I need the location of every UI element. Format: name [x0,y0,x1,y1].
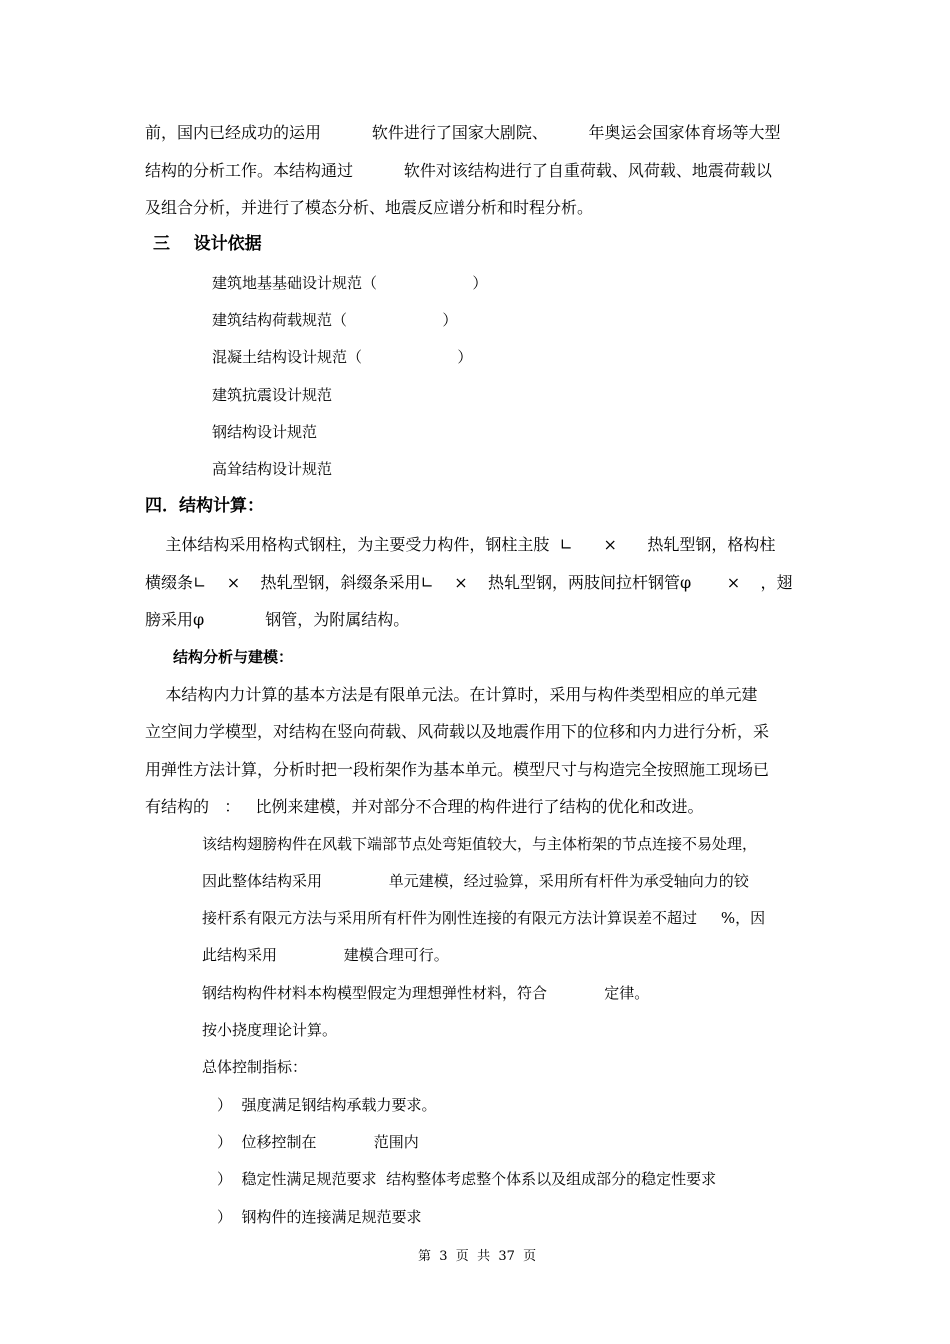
list-item: 建筑结构荷载规范（ ） [212,311,458,329]
list-item: 混凝土结构设计规范（ ） [212,348,473,366]
body-text-line: 总体控制指标： [202,1058,308,1076]
indicator-item: ） 强度满足钢结构承载力要求。 [217,1096,437,1114]
indicator-item: ） 位移控制在 范围内 [217,1133,419,1151]
body-text-line: 接杆系有限元方法与采用所有杆件为刚性连接的有限元方法计算误差不超过 %，因 [202,909,766,927]
list-item: 建筑抗震设计规范 [212,386,333,404]
page-footer: 第 3 页 共 37 页 [418,1249,537,1264]
body-text-line: 按小挠度理论计算。 [202,1021,338,1039]
body-text-line: 结构的分析工作。本结构通过 软件对该结构进行了自重荷载、风荷载、地震荷载以 [145,161,772,180]
body-text-line: 本结构内力计算的基本方法是有限单元法。在计算时，采用与构件类型相应的单元建 [145,685,758,704]
indicator-item: ） 钢构件的连接满足规范要求 [217,1208,422,1226]
list-item: 建筑地基基础设计规范（ ） [212,274,488,292]
subsection-heading: 结构分析与建模： [173,648,294,666]
body-text-line: 因此整体结构采用 单元建模，经过验算，采用所有杆件为承受轴向力的铰 [202,872,749,890]
body-text-line: 立空间力学模型，对结构在竖向荷载、风荷载以及地震作用下的位移和内力进行分析，采 [145,722,770,741]
list-item: 高耸结构设计规范 [212,460,333,478]
body-text-line: 主体结构采用格构式钢柱，为主要受力构件，钢柱主肢 ∟ × 热轧型钢，格构柱 [145,535,776,554]
section-heading: 三 设计依据 [153,234,262,254]
body-text-line: 横缀条∟ × 热轧型钢，斜缀条采用∟ × 热轧型钢，两肢间拉杆钢管φ × ，翅 [145,573,793,592]
list-item: 钢结构设计规范 [212,423,318,441]
body-text-line: 及组合分析，并进行了模态分析、地震反应谱分析和时程分析。 [145,198,594,217]
body-text-line: 膀采用φ 钢管，为附属结构。 [145,610,410,629]
section-heading: 四．结构计算： [145,496,264,516]
body-text-line: 前，国内已经成功的运用 软件进行了国家大剧院、 年奥运会国家体育场等大型 [145,123,781,142]
body-text-line: 用弹性方法计算，分析时把一段桁架作为基本单元。模型尺寸与构造完全按照施工现场已 [145,760,770,779]
body-text-line: 该结构翅膀构件在风载下端部节点处弯矩值较大，与主体桁架的节点连接不易处理， [202,835,758,853]
indicator-item: ） 稳定性满足规范要求 结构整体考虑整个体系以及组成部分的稳定性要求 [217,1170,717,1188]
body-text-line: 有结构的 ： 比例来建模，并对部分不合理的构件进行了结构的优化和改进。 [145,797,704,816]
body-text-line: 钢结构构件材料本构模型假定为理想弹性材料，符合 定律。 [202,984,650,1002]
body-text-line: 此结构采用 建模合理可行。 [202,946,449,964]
